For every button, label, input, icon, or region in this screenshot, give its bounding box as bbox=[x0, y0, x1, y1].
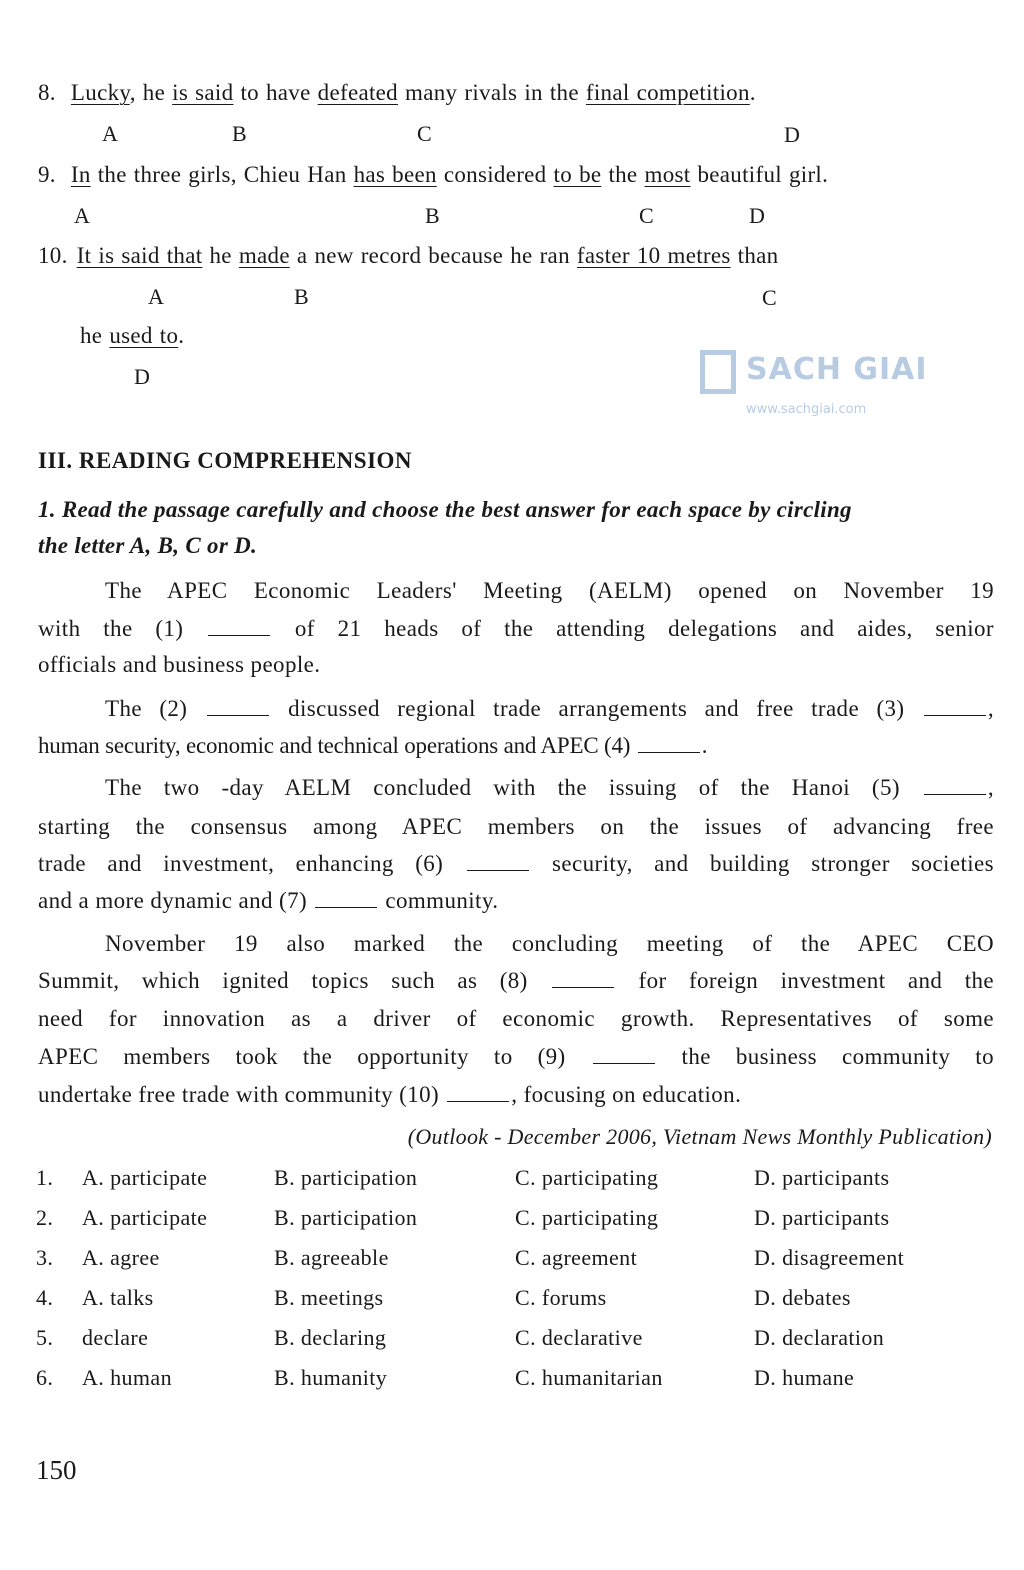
passage-text: of 21 heads of the attending delegations and aides, senior bbox=[272, 616, 994, 641]
passage-text: The two -day AELM concluded with the issuing of the Hanoi (5) bbox=[105, 775, 922, 800]
passage-line bbox=[38, 616, 994, 642]
option-number: 2. bbox=[36, 1205, 54, 1230]
passage-text: community. bbox=[379, 888, 499, 913]
passage-line: starting the consensus among APEC members on the issues of advancing free bbox=[38, 814, 994, 839]
option-c[interactable]: C. agreement bbox=[515, 1245, 638, 1270]
passage-line bbox=[38, 968, 994, 994]
citation: (Outlook - December 2006, Vietnam News Monthly Publication) bbox=[407, 1124, 992, 1149]
option-c[interactable]: C. participating bbox=[515, 1205, 659, 1230]
passage-text: security, and building stronger societies bbox=[530, 851, 994, 876]
letter-a: A bbox=[102, 121, 118, 146]
option-b[interactable]: B. humanity bbox=[274, 1365, 388, 1390]
passage-text: discussed regional trade arrangements and free trade (3) bbox=[270, 696, 922, 721]
letter-c: C bbox=[417, 121, 432, 146]
watermark-box-icon bbox=[700, 350, 736, 394]
option-number: 6. bbox=[36, 1365, 54, 1390]
passage-line: officials and business people. bbox=[38, 652, 321, 677]
option-d[interactable]: D. declaration bbox=[754, 1325, 885, 1350]
letter-a: A bbox=[148, 284, 164, 309]
passage-text: trade and investment, enhancing (6) bbox=[38, 851, 465, 876]
blank-5[interactable] bbox=[924, 793, 986, 795]
question-text: to have bbox=[233, 80, 318, 105]
underlined-option-c: defeated bbox=[317, 80, 398, 105]
passage-line bbox=[38, 888, 994, 914]
blank-3[interactable] bbox=[924, 714, 986, 716]
question-number: 8. bbox=[38, 80, 56, 105]
option-row bbox=[0, 1245, 1024, 1275]
passage-text: The (2) bbox=[105, 696, 205, 721]
option-b[interactable]: B. declaring bbox=[274, 1325, 387, 1350]
underlined-option-b: made bbox=[238, 243, 290, 268]
option-row bbox=[0, 1285, 1024, 1315]
passage-line: The APEC Economic Leaders' Meeting (AELM) opened on November 19 bbox=[105, 578, 994, 603]
blank-9[interactable] bbox=[593, 1062, 655, 1064]
question-text: the bbox=[601, 162, 645, 187]
passage-text: , bbox=[987, 775, 994, 800]
passage-text: with the (1) bbox=[38, 616, 207, 641]
option-b[interactable]: B. participation bbox=[274, 1165, 418, 1190]
underlined-option-a: It is said that bbox=[76, 243, 203, 268]
blank-10[interactable] bbox=[447, 1100, 509, 1102]
option-d[interactable]: D. participants bbox=[754, 1205, 890, 1230]
underlined-option-c: to be bbox=[553, 162, 602, 187]
watermark-url: www.sachgiai.com bbox=[746, 402, 867, 417]
question-8 bbox=[38, 80, 756, 106]
option-number: 3. bbox=[36, 1245, 54, 1270]
option-number: 4. bbox=[36, 1285, 54, 1310]
passage-text: , focusing on education. bbox=[511, 1082, 742, 1107]
option-a[interactable]: declare bbox=[82, 1325, 149, 1350]
passage-line bbox=[38, 1044, 994, 1070]
option-a[interactable]: A. participate bbox=[82, 1165, 208, 1190]
question-text: . bbox=[749, 80, 756, 105]
letter-d: D bbox=[749, 203, 765, 228]
question-text: . bbox=[178, 323, 185, 348]
blank-4[interactable] bbox=[638, 751, 700, 753]
underlined-option-b: has been bbox=[353, 162, 437, 187]
letter-b: B bbox=[232, 121, 247, 146]
passage-line bbox=[38, 733, 994, 759]
underlined-option-b: is said bbox=[172, 80, 234, 105]
question-text: the three girls, Chieu Han bbox=[90, 162, 354, 187]
passage-text: the business community to bbox=[656, 1044, 994, 1069]
blank-6[interactable] bbox=[467, 869, 529, 871]
option-row bbox=[0, 1165, 1024, 1195]
underlined-option-d: used to bbox=[109, 323, 179, 348]
letter-c: C bbox=[639, 203, 654, 228]
blank-2[interactable] bbox=[207, 714, 269, 716]
option-c[interactable]: C. forums bbox=[515, 1285, 607, 1310]
letter-c: C bbox=[762, 285, 777, 310]
option-b[interactable]: B. agreeable bbox=[274, 1245, 389, 1270]
question-text: beautiful girl. bbox=[690, 162, 829, 187]
passage-line bbox=[38, 1082, 994, 1108]
blank-7[interactable] bbox=[315, 906, 377, 908]
question-number: 10. bbox=[38, 243, 68, 268]
question-text: than bbox=[730, 243, 779, 268]
option-b[interactable]: B. participation bbox=[274, 1205, 418, 1230]
question-text: considered bbox=[436, 162, 554, 187]
option-d[interactable]: D. debates bbox=[754, 1285, 851, 1310]
option-d[interactable]: D. humane bbox=[754, 1365, 855, 1390]
question-text: he bbox=[80, 323, 110, 348]
passage-line: need for innovation as a driver of economic growth. Representatives of some bbox=[38, 1006, 994, 1031]
option-d[interactable]: D. disagreement bbox=[754, 1245, 905, 1270]
passage-text: human security, economic and technical operations and APEC (4) bbox=[38, 733, 636, 758]
option-a[interactable]: A. human bbox=[82, 1365, 172, 1390]
option-row bbox=[0, 1205, 1024, 1235]
question-text: , he bbox=[129, 80, 173, 105]
question-10-continuation bbox=[80, 323, 184, 349]
option-row bbox=[0, 1325, 1024, 1355]
option-b[interactable]: B. meetings bbox=[274, 1285, 384, 1310]
option-c[interactable]: C. participating bbox=[515, 1165, 659, 1190]
watermark-brand: SACH GIAI bbox=[746, 352, 928, 387]
question-number: 9. bbox=[38, 162, 56, 187]
underlined-option-c: faster 10 metres bbox=[576, 243, 731, 268]
passage-text: Summit, which ignited topics such as (8) bbox=[38, 968, 551, 993]
option-number: 1. bbox=[36, 1165, 54, 1190]
option-c[interactable]: C. declarative bbox=[515, 1325, 643, 1350]
option-a[interactable]: A. agree bbox=[82, 1245, 160, 1270]
letter-b: B bbox=[425, 203, 440, 228]
page-number: 150 bbox=[36, 1455, 77, 1485]
option-c[interactable]: C. humanitarian bbox=[515, 1365, 663, 1390]
letter-b: B bbox=[294, 284, 309, 309]
underlined-option-d: final competition bbox=[585, 80, 750, 105]
letter-a: A bbox=[74, 203, 90, 228]
instruction-line-1: 1. Read the passage carefully and choose the best answer for each space by circling bbox=[38, 497, 852, 522]
option-row bbox=[0, 1365, 1024, 1395]
passage-line bbox=[105, 696, 994, 722]
passage-line: November 19 also marked the concluding meeting of the APEC CEO bbox=[105, 931, 994, 956]
letter-d: D bbox=[784, 122, 800, 147]
question-text: a new record because he ran bbox=[289, 243, 577, 268]
passage-text: for foreign investment and the bbox=[616, 968, 994, 993]
underlined-option-a: In bbox=[70, 162, 91, 187]
passage-text: APEC members took the opportunity to (9) bbox=[38, 1044, 591, 1069]
question-9 bbox=[38, 162, 828, 188]
passage-text: . bbox=[701, 733, 708, 758]
question-text: many rivals in the bbox=[397, 80, 586, 105]
section-title: III. READING COMPREHENSION bbox=[38, 448, 413, 473]
passage-line bbox=[38, 851, 994, 877]
blank-1[interactable] bbox=[208, 634, 270, 636]
watermark-logo bbox=[700, 350, 940, 432]
passage-text: , bbox=[987, 696, 994, 721]
blank-8[interactable] bbox=[552, 986, 614, 988]
option-d[interactable]: D. participants bbox=[754, 1165, 890, 1190]
passage-line bbox=[105, 775, 994, 801]
option-a[interactable]: A. participate bbox=[82, 1205, 208, 1230]
underlined-option-d: most bbox=[644, 162, 691, 187]
letter-d: D bbox=[134, 364, 150, 389]
passage-text: and a more dynamic and (7) bbox=[38, 888, 314, 913]
underlined-option-a: Lucky bbox=[70, 80, 130, 105]
instruction-line-2: the letter A, B, C or D. bbox=[38, 533, 258, 558]
option-a[interactable]: A. talks bbox=[82, 1285, 154, 1310]
question-text: he bbox=[202, 243, 239, 268]
question-10 bbox=[38, 243, 778, 269]
option-number: 5. bbox=[36, 1325, 54, 1350]
passage-text: undertake free trade with community (10) bbox=[38, 1082, 446, 1107]
